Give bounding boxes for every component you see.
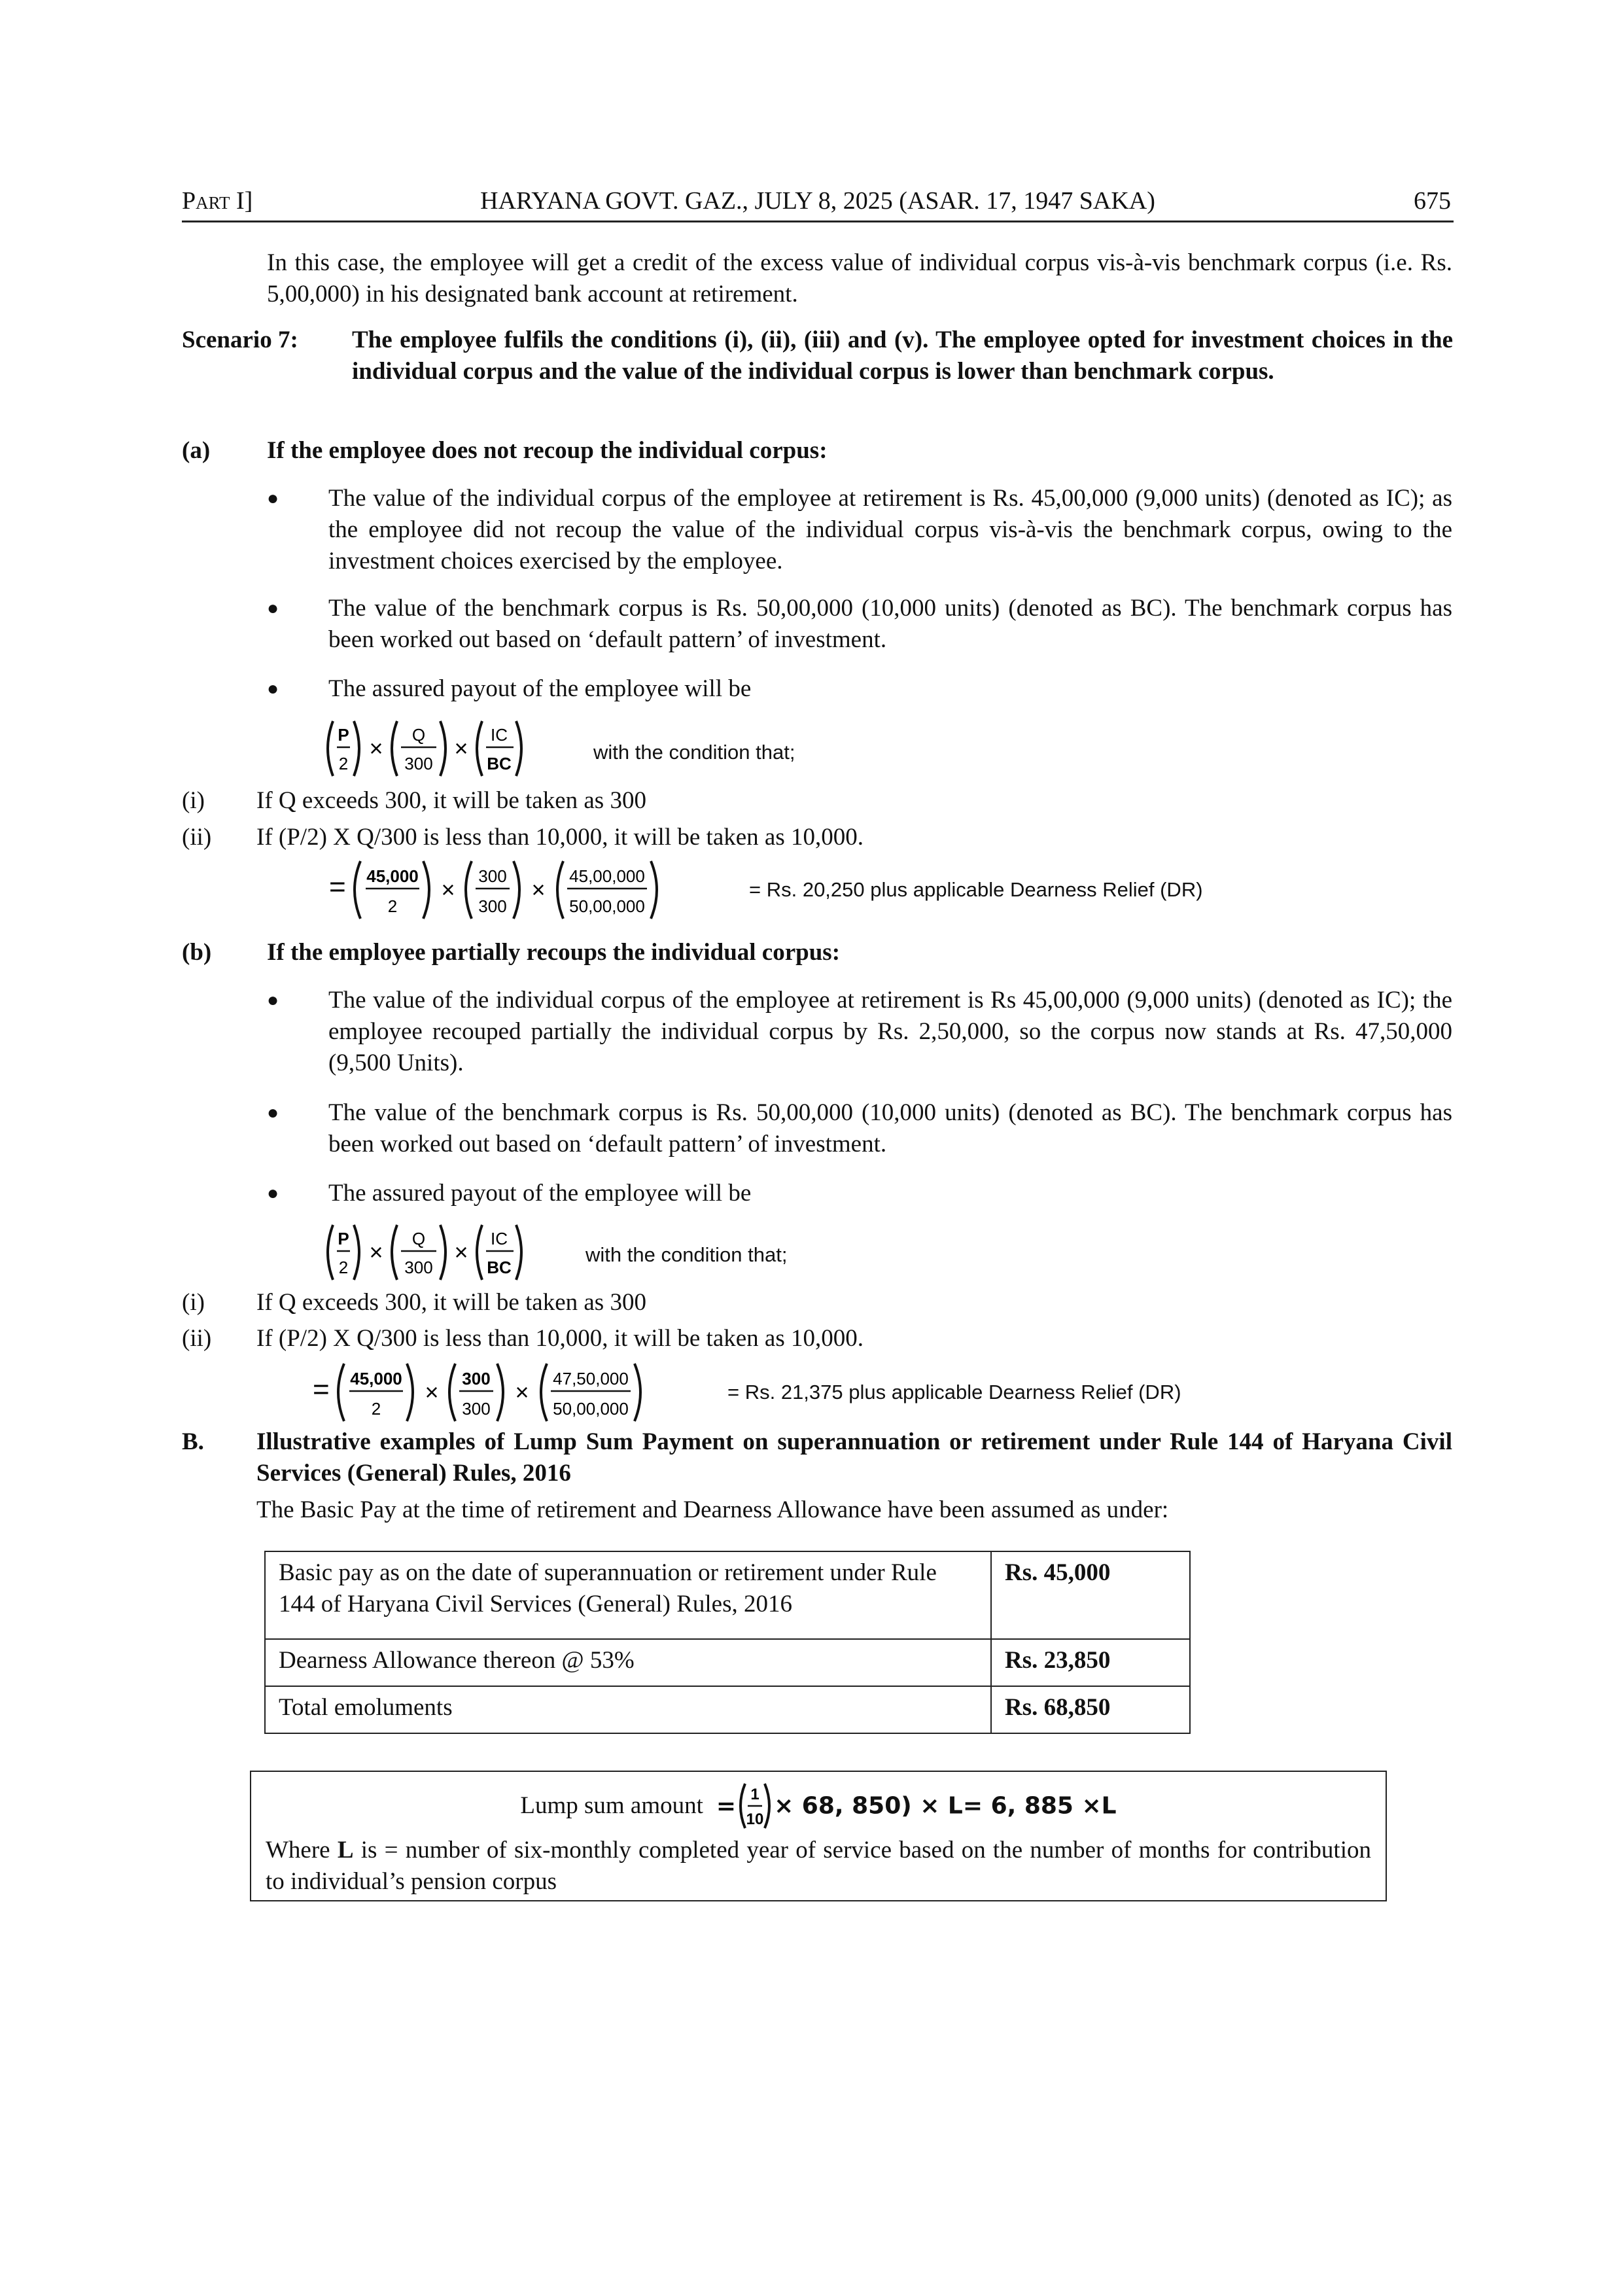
table-cell: Rs. 68,850 [991, 1686, 1190, 1733]
page-number: 675 [1414, 187, 1451, 215]
calculation-b-result: = Rs. 21,375 plus applicable Dearness Relief (DR) [727, 1381, 1181, 1404]
section-B-heading: Illustrative examples of Lump Sum Payment on superannuation or retirement under Rule 144 of Haryana Civil Services (General) Rules, 2016 [256, 1428, 1452, 1487]
lump-sum-label: Lump sum amount [520, 1792, 703, 1819]
calc-a-d2: 300 [478, 896, 507, 916]
formula-bc: BC [487, 754, 512, 773]
formula-ic: IC [491, 725, 508, 745]
calc-a-d3: 50,00,000 [569, 896, 645, 916]
table-row [265, 1686, 1190, 1733]
table-cell: Basic pay as on the date of superannuation or retirement under Rule 144 of Haryana Civil Services (General) Rules, 2016 [265, 1551, 991, 1639]
bullet-icon: ● [267, 678, 279, 699]
intro-paragraph: In this case, the employee will get a credit of the excess value of individual corpus vis-à-vis benchmark corpus (i.e. Rs. 5,00,000) in his designated bank account at retirement. [267, 249, 1452, 308]
table-row [265, 1639, 1190, 1686]
calculation-graphic [307, 1360, 739, 1425]
section-B-paragraph: The Basic Pay at the time of retirement and Dearness Allowance have been assumed as under: [256, 1496, 1169, 1523]
calc-b-n2: 300 [462, 1369, 491, 1388]
section-a-label: (a) [182, 437, 211, 464]
section-b-heading: If the employee partially recoups the individual corpus: [267, 939, 841, 966]
condition-1: If Q exceeds 300, it will be taken as 300 [256, 787, 646, 814]
condition-2: If (P/2) X Q/300 is less than 10,000, it will be taken as 10,000. [256, 824, 864, 851]
section-b-bullet-1: The value of the individual corpus of the employee at retirement is Rs 45,00,000 (9,000 units) (denoted as IC); the employee recouped partially the individual corpus by Rs. 2,50,000, so the corpus now stands at Rs. 47,50,000 (9,500 Units). [328, 987, 1452, 1076]
formula-condition: with the condition that; [585, 1243, 788, 1266]
formula-condition: with the condition that; [593, 741, 795, 764]
table-cell: Rs. 45,000 [991, 1551, 1190, 1639]
calc-a-n3: 45,00,000 [569, 866, 645, 886]
bullet-icon: ● [267, 989, 279, 1011]
bullet-icon: ● [267, 487, 279, 509]
calc-a-n1: 45,000 [366, 866, 419, 886]
section-b-bullet-3: The assured payout of the employee will be [328, 1180, 752, 1207]
payout-formula [324, 1222, 592, 1282]
svg-text:×: × [425, 1379, 439, 1405]
formula-300: 300 [404, 754, 433, 773]
calc-a-n2: 300 [478, 866, 507, 886]
svg-text:×: × [515, 1379, 529, 1405]
formula-bc: BC [487, 1258, 512, 1277]
svg-text:×: × [454, 1239, 468, 1265]
table-cell: Dearness Allowance thereon @ 53% [265, 1639, 991, 1686]
condition-2: If (P/2) X Q/300 is less than 10,000, it will be taken as 10,000. [256, 1325, 864, 1352]
where-variable: L [337, 1837, 354, 1863]
scenario-text: The employee fulfils the conditions (i), (ii), (iii) and (v). The employee opted for investment choices in the individual corpus and the value of the individual corpus is lower than benchmark corpus. [352, 327, 1453, 385]
section-a-bullet-3: The assured payout of the employee will be [328, 675, 752, 702]
calculation-graphic [324, 857, 756, 923]
table-cell: Total emoluments [265, 1686, 991, 1733]
condition-2-label: (ii) [182, 1325, 212, 1352]
calc-b-d3: 50,00,000 [553, 1399, 629, 1419]
section-B-label: B. [182, 1428, 204, 1455]
calc-b-n3: 47,50,000 [553, 1369, 629, 1388]
svg-text:×: × [369, 735, 383, 762]
where-prefix: Where [266, 1837, 330, 1863]
condition-1-label: (i) [182, 787, 205, 814]
table-cell: Rs. 23,850 [991, 1639, 1190, 1686]
formula-q: Q [411, 725, 426, 745]
formula-two: 2 [338, 1258, 349, 1277]
svg-text:×: × [441, 876, 455, 903]
formula-graphic [324, 1222, 592, 1282]
formula-two: 2 [338, 754, 349, 773]
lump-sum-formula [251, 1781, 1386, 1833]
condition-1-label: (i) [182, 1289, 205, 1316]
where-text: is = number of six-monthly completed year of service based on the number of months for contribution to individual’s pension corpus [266, 1837, 1371, 1895]
calc-b-n1: 45,000 [350, 1369, 402, 1388]
svg-text:=: = [329, 871, 346, 903]
fraction-numerator: 1 [750, 1786, 759, 1803]
page-header [182, 186, 1454, 222]
calculation-b [307, 1360, 739, 1428]
lump-sum-where [266, 1835, 1371, 1898]
section-a-bullet-2: The value of the benchmark corpus is Rs. 50,00,000 (10,000 units) (denoted as BC). The benchmark corpus has been worked out based on ‘default pattern’ of investment. [328, 595, 1452, 653]
formula-graphic [324, 718, 592, 779]
fraction-denominator: 10 [746, 1810, 764, 1828]
svg-text:=: = [313, 1373, 330, 1405]
formula-ic: IC [491, 1229, 508, 1248]
svg-text:×: × [454, 735, 468, 762]
fraction-graphic [739, 1781, 771, 1831]
section-b-bullet-2: The value of the benchmark corpus is Rs. 50,00,000 (10,000 units) (denoted as BC). The benchmark corpus has been worked out based on ‘default pattern’ of investment. [328, 1099, 1452, 1157]
part-label: Part I] [182, 187, 253, 215]
lump-sum-box [250, 1771, 1387, 1901]
formula-q: Q [411, 1229, 426, 1248]
svg-text:×: × [531, 876, 546, 903]
calculation-a [324, 857, 756, 926]
formula-p: P [338, 1229, 349, 1248]
formula-300: 300 [404, 1258, 433, 1277]
calc-b-d2: 300 [462, 1399, 491, 1419]
calc-b-d1: 2 [371, 1399, 381, 1419]
formula-p: P [338, 725, 349, 745]
bullet-icon: ● [267, 597, 279, 619]
table-row [265, 1551, 1190, 1639]
payout-formula [324, 718, 592, 779]
lump-sum-expression: × 68, 850) × L= 6, 885 ×L [774, 1792, 1117, 1820]
equals-sign: = [716, 1792, 737, 1820]
emoluments-table [264, 1551, 1191, 1734]
section-a-heading: If the employee does not recoup the individual corpus: [267, 437, 828, 464]
section-a-bullet-1: The value of the individual corpus of the employee at retirement is Rs. 45,00,000 (9,000 units) (denoted as IC); as the employee did not recoup the value of the individual corpus vis-à-vis the benchmark corpus, owing to the investment choices exercised by the employee. [328, 485, 1452, 574]
section-b-label: (b) [182, 939, 212, 966]
bullet-icon: ● [267, 1182, 279, 1204]
gazette-title: HARYANA GOVT. GAZ., JULY 8, 2025 (ASAR. 17, 1947 SAKA) [480, 187, 1155, 215]
calculation-a-result: = Rs. 20,250 plus applicable Dearness Relief (DR) [749, 878, 1203, 901]
condition-2-label: (ii) [182, 824, 212, 851]
svg-text:×: × [369, 1239, 383, 1265]
condition-1: If Q exceeds 300, it will be taken as 300 [256, 1289, 646, 1316]
scenario-label: Scenario 7: [182, 327, 298, 353]
calc-a-d1: 2 [387, 896, 398, 916]
bullet-icon: ● [267, 1102, 279, 1123]
